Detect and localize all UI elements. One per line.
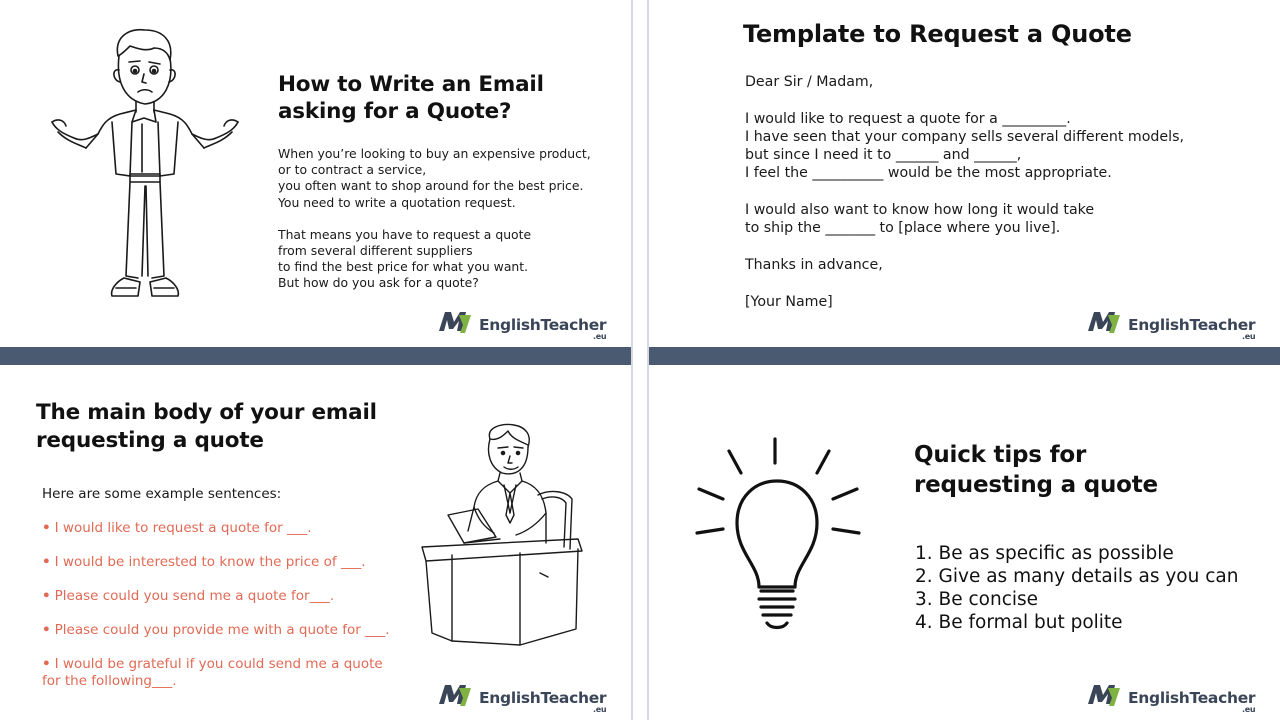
letter-closing: Thanks in advance, bbox=[745, 256, 883, 273]
slide1-para2-line: That means you have to request a quote bbox=[278, 226, 532, 242]
slide1-title-line2: asking for a Quote? bbox=[278, 99, 512, 124]
slide1-para2-line: But how do you ask for a quote? bbox=[278, 275, 479, 291]
slide2-title: Template to Request a Quote bbox=[743, 20, 1132, 48]
slide1-para1-line: You need to write a quotation request. bbox=[278, 194, 516, 210]
slide3-intro: Here are some example sentences: bbox=[42, 486, 282, 502]
letter-blank bbox=[745, 238, 1184, 256]
logo-eu: .eu bbox=[593, 331, 607, 341]
slide1-title-line1: How to Write an Email bbox=[278, 72, 544, 97]
logo-text: EnglishTeacher bbox=[479, 688, 607, 707]
slide4-title-line2: requesting a quote bbox=[914, 472, 1158, 498]
tip-item: 4. Be formal but polite bbox=[915, 612, 1123, 633]
slide-template bbox=[649, 0, 1280, 347]
logo-text: EnglishTeacher bbox=[479, 315, 607, 334]
brand-logo bbox=[437, 309, 607, 341]
slide3-title bbox=[36, 399, 377, 455]
slide1-para2-line: from several different suppliers bbox=[278, 243, 473, 259]
letter-line: I have seen that your company sells several different models, bbox=[745, 128, 1184, 145]
letter-line: but since I need it to ______ and ______, bbox=[745, 147, 1022, 164]
brand-logo bbox=[437, 682, 607, 714]
bullet-text: Please could you send me a quote for___. bbox=[54, 588, 335, 604]
letter-blank bbox=[745, 91, 1184, 109]
confused-man-illustration bbox=[50, 26, 240, 308]
letter-signature: [Your Name] bbox=[745, 293, 833, 310]
horizontal-bar-left bbox=[0, 347, 631, 365]
tip-item: 1. Be as specific as possible bbox=[915, 543, 1174, 564]
slide-how-to-write bbox=[0, 0, 631, 347]
brand-logo bbox=[1086, 682, 1256, 714]
my-logo-icon bbox=[437, 682, 477, 706]
letter-blank bbox=[745, 183, 1184, 201]
letter-line: I feel the __________ would be the most appropriate. bbox=[745, 165, 1112, 182]
example-sentence-list bbox=[42, 520, 390, 690]
slide4-title bbox=[914, 440, 1158, 500]
list-item: • Please could you send me a quote for___. bbox=[42, 588, 335, 604]
horizontal-bar-right bbox=[649, 347, 1280, 365]
my-logo-icon bbox=[437, 309, 477, 333]
bullet-text: I would be interested to know the price of ___. bbox=[54, 554, 366, 570]
tip-item: 2. Give as many details as you can bbox=[915, 566, 1239, 587]
slide4-title-line1: Quick tips for bbox=[914, 442, 1087, 468]
slide-main-body bbox=[0, 383, 631, 720]
tips-list bbox=[915, 542, 1238, 634]
letter-blank bbox=[745, 274, 1184, 292]
letter-line: I would like to request a quote for a _________. bbox=[745, 110, 1071, 127]
logo-text: EnglishTeacher bbox=[1128, 315, 1256, 334]
slide1-title bbox=[278, 71, 544, 125]
list-item: • I would be grateful if you could send me a quote for the following___. bbox=[42, 656, 383, 689]
slide1-body bbox=[278, 146, 591, 292]
slide3-title-line1: The main body of your email bbox=[36, 400, 377, 425]
tip-item: 3. Be concise bbox=[915, 589, 1039, 610]
slide3-title-line2: requesting a quote bbox=[36, 428, 264, 453]
slide1-para1-line: you often want to shop around for the best price. bbox=[278, 178, 584, 194]
logo-eu: .eu bbox=[593, 704, 607, 714]
logo-text: EnglishTeacher bbox=[1128, 688, 1256, 707]
letter-line: to ship the _______ to [place where you live]. bbox=[745, 220, 1061, 237]
letter-line: I would also want to know how long it would take bbox=[745, 202, 1095, 219]
list-item: • Please could you provide me with a quote for ___. bbox=[42, 622, 390, 638]
bullet-text: Please could you provide me with a quote for ___. bbox=[54, 622, 390, 638]
letter-greeting: Dear Sir / Madam, bbox=[745, 74, 874, 90]
bullet-text: I would like to request a quote for ___. bbox=[54, 520, 312, 536]
logo-eu: .eu bbox=[1242, 704, 1256, 714]
lightbulb-icon bbox=[693, 435, 863, 640]
my-logo-icon bbox=[1086, 309, 1126, 333]
logo-eu: .eu bbox=[1242, 331, 1256, 341]
slide1-para1-line: or to contract a service, bbox=[278, 162, 427, 178]
slide1-para2-line: to find the best price for what you want. bbox=[278, 259, 529, 275]
slide1-para1-line: When you’re looking to buy an expensive product, bbox=[278, 146, 591, 161]
slide-quick-tips bbox=[649, 383, 1280, 720]
bullet-text-cont: for the following___. bbox=[42, 673, 177, 689]
vertical-divider-left bbox=[631, 0, 633, 720]
brand-logo bbox=[1086, 309, 1256, 341]
list-item: • I would like to request a quote for ___. bbox=[42, 520, 312, 536]
bullet-text: I would be grateful if you could send me a quote bbox=[54, 656, 383, 672]
list-item: • I would be interested to know the price of ___. bbox=[42, 554, 366, 570]
my-logo-icon bbox=[1086, 682, 1126, 706]
businessman-desk-illustration bbox=[420, 423, 586, 653]
slide2-letter bbox=[745, 73, 1184, 311]
